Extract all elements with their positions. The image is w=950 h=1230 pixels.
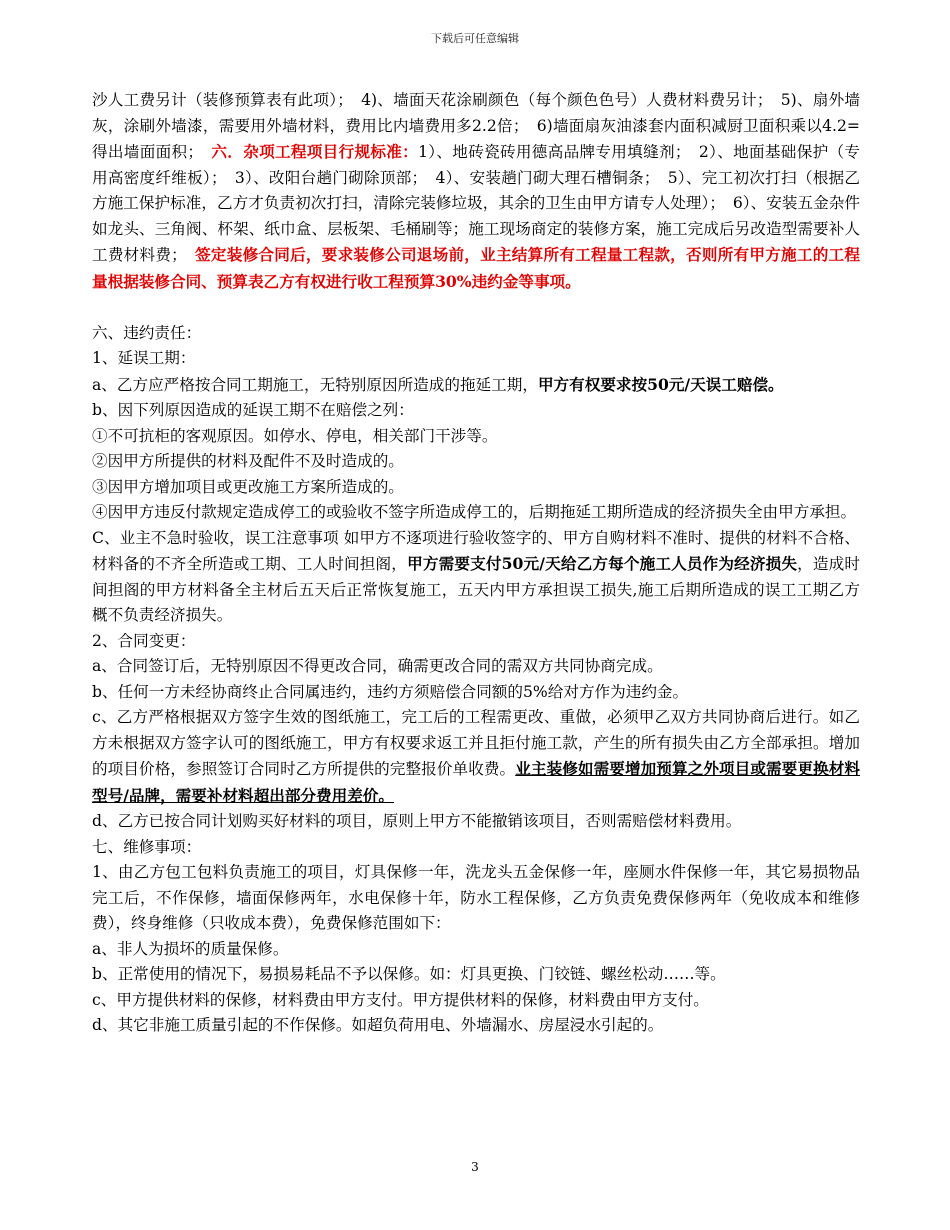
change-clause-c-text: c、乙方严格根据双方签字生效的图纸施工，完工后的工程需更改、重做，必须甲乙双方共同协商后进行。如乙方未根据双方签字认可的图纸施工，甲方有权要求返工并且拒付施工款，产生的所有损失由乙方全部承担。增加的项目价格，参照签订合同时乙方所提供的完整报价单收费。 (92, 708, 860, 778)
delay-clause-b: b、因下列原因造成的延误工期不在赔偿之列： (92, 401, 414, 419)
intro-paragraph (92, 88, 860, 295)
maintenance-item-a: a、非人为损坏的质量保修。 (92, 939, 289, 958)
delay-compensation: 甲方有权要求按50元/天误工赔偿。 (537, 374, 784, 394)
delay-exception-3: ③因甲方增加项目或更改施工方案所造成的。 (92, 477, 404, 496)
breach-title: 六、违约责任： (92, 323, 202, 342)
delay-clause-c (92, 526, 860, 629)
change-clause-a: a、合同签订后，无特别原因不得更改合同，确需更改合同的需双方共同协商完成。 (92, 657, 663, 675)
maintenance-item-c: c、甲方提供材料的保修，材料费由甲方支付。甲方提供材料的保修，材料费由甲方支付。 (92, 990, 709, 1009)
delay-clause-c-text: C、业主不急时验收，误工注意事项 如甲方不逐项进行验收签字的、甲方自购材料不准时、提供的材料不合格、材料备的不齐全所造或工期、工人时间担阁， (92, 528, 860, 573)
change-clause-c-emphasis: 业主装修如需要增加预算之外项目或需要更换材料型号/品牌，需要补材料超出部分费用差价。 (92, 759, 860, 805)
maintenance-title: 七、维修事项： (92, 837, 202, 856)
change-clause-c (92, 705, 860, 809)
delay-clause-c-bold: 甲方需要支付50元/天给乙方每个施工人员作为经济损失 (407, 554, 798, 573)
document-body (92, 88, 860, 1039)
delay-exception-1: ①不可抗柜的客观原因。如停水、停电，相关部门干涉等。 (92, 426, 498, 445)
delay-title: 1、延误工期： (92, 349, 196, 367)
delay-clause-a-text: a、乙方应严格按合同工期施工，无特别原因所造成的拖延工期， (92, 375, 538, 394)
sundry-heading: 六．杂项工程项目行规标准： (211, 142, 419, 161)
change-title: 2、合同变更： (92, 631, 196, 650)
page-number: 3 (471, 1160, 479, 1174)
delay-exception-4: ④因甲方违反付款规定造成停工的或验收不签字所造成停工的，后期拖延工期所造成的经济损失全由甲方承担。 (92, 503, 857, 521)
delay-clause-a (92, 372, 860, 399)
maintenance-item-b: b、正常使用的情况下，易损易耗品不予以保修。如：灯具更换、门铰链、螺丝松动……等。 (92, 965, 726, 983)
maintenance-clause-1: 1、由乙方包工包料负责施工的项目，灯具保修一年，洗龙头五金保修一年，座厕水件保修一年，其它易损物品完工后，不作保修，墙面保修两年，水电保修十年，防水工程保修，乙方负责免费保修两年（免收成本和维修费），终身维修（只收成本费），免费保修范围如下： (92, 863, 860, 932)
maintenance-item-d: d、其它非施工质量引起的不作保修。如超负荷用电、外墙漏水、房屋浸水引起的。 (92, 1016, 664, 1034)
intro-text: 沙人工费另计（装修预算表有此项）； 4)、墙面天花涂刷颜色（每个颜色色号）人费材料费另计； 5)、扇外墙灰，涂刷外墙漆，需要用外墙材料，费用比内墙费用多2.2倍； 6)墙面扇灰油漆套内面积减厨卫面积乘以4.2=得出墙面面积； (92, 91, 860, 161)
paragraph-spacer (92, 295, 860, 321)
sundry-text: 1）、地砖瓷砖用德高品牌专用填缝剂； 2）、地面基础保护（专用高密度纤维板）； 3）、改阳台趟门砌除顶部； 4）、安装趟门砌大理石槽铜条； 5）、完工初次打扫（根据乙方施工保护标准，乙方才负责初次打扫，清除完装修垃圾，其余的卫生由甲方请专人处理）； 6）、安装五金杂件如龙头、三角阀、杯架、纸巾盒、层板架、毛桶刷等；施工现场商定的装修方案，施工完成后另改造型需要补人工费材料费； (92, 143, 860, 264)
delay-clause-c-tail: ，造成时间担阁的甲方材料备全主材后五天后正常恢复施工，五天内甲方承担误工损失,施工后期所造成的误工工期乙方概不负责经济损失。 (92, 555, 860, 624)
change-clause-b: b、任何一方未经协商终止合同属违约，违约方须赔偿合同额的5%给对方作为违约金。 (92, 682, 689, 701)
page-header: 下载后可任意编辑 (431, 32, 519, 45)
delay-exception-2: ②因甲方所提供的材料及配件不及时造成的。 (92, 452, 404, 470)
settlement-notice: 签定装修合同后，要求装修公司退场前，业主结算所有工程量工程款，否则所有甲方施工的工程量根据装修合同、预算表乙方有权进行收工程预算30%违约金等事项。 (92, 245, 860, 291)
change-clause-d: d、乙方已按合同计划购买好材料的项目，原则上甲方不能撤销该项目，否则需赔偿材料费用。 (92, 812, 742, 830)
